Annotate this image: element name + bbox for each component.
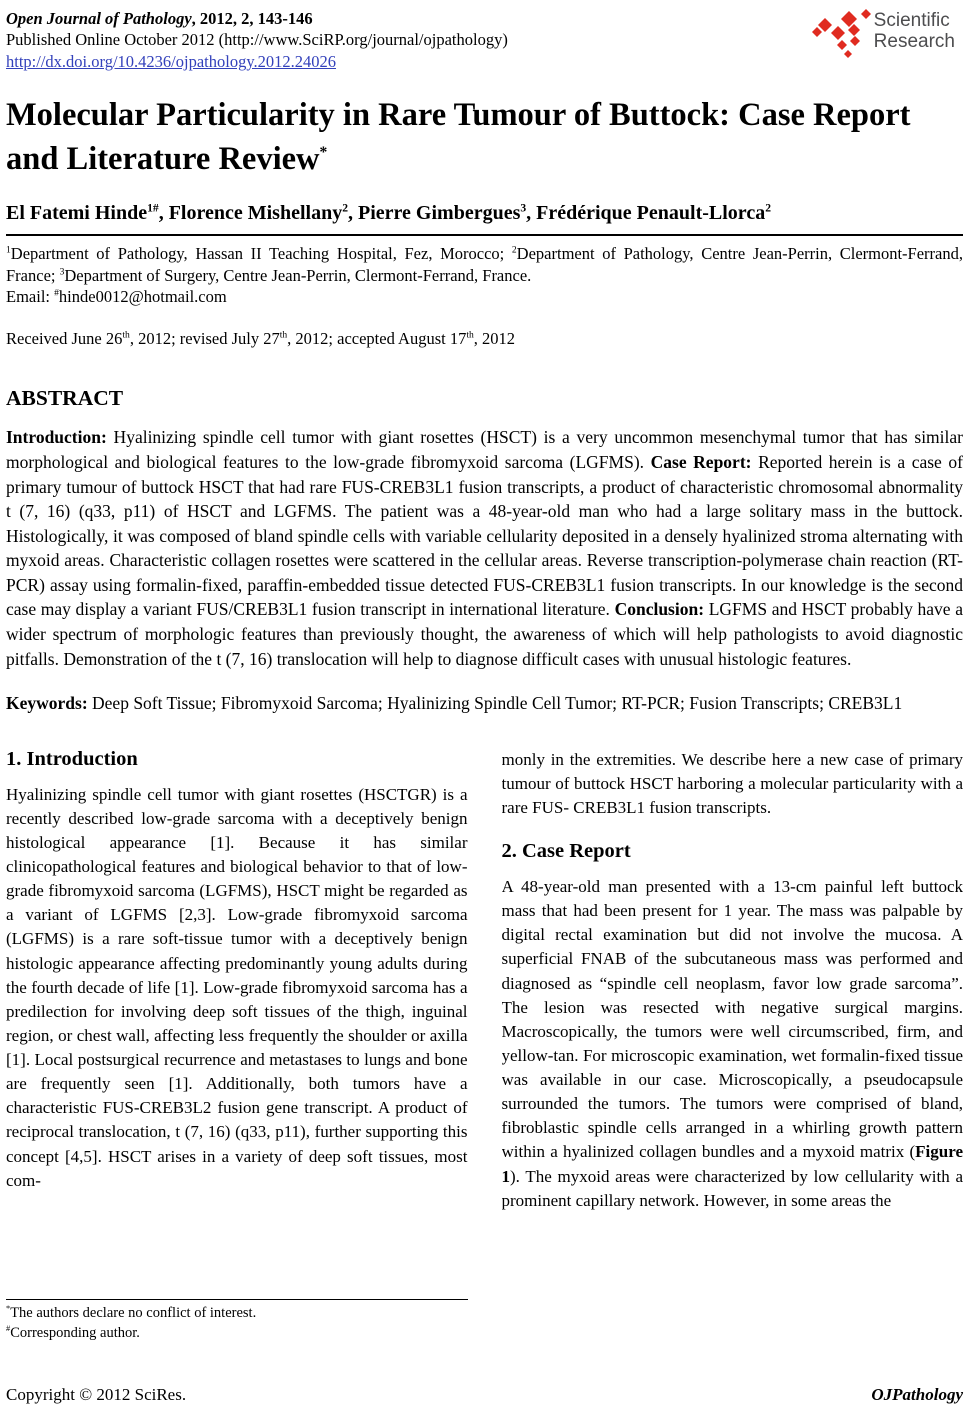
keywords-label: Keywords: <box>6 693 88 714</box>
author-affiliation-marker: 2 <box>765 201 771 215</box>
affiliation-text: Department of Pathology, Hassan II Teaching Hospital, Fez, Morocco; <box>10 244 512 264</box>
left-column <box>6 748 468 1348</box>
introduction-continuation: monly in the extremities. We describe here a new case of primary tumour of buttock HSCT harboring a molecular particularity with a rare FUS- CREB3L1 fusion transcripts. <box>501 749 963 817</box>
abstract-intro-text: Hyalinizing spindle cell tumor with giant rosettes (HSCT) is a very uncommon mesenchymal tumor that has similar morphological and biological features to the low-grade fibromyxoid sarcoma (LGFMS). <box>6 427 963 472</box>
journal-abbreviation: OJPathology <box>871 1385 963 1404</box>
copyright-notice: Copyright © 2012 SciRes. <box>6 1385 187 1404</box>
scientific-research-diamonds-icon <box>812 8 874 64</box>
footnote-divider <box>6 1299 468 1300</box>
introduction-heading: 1. Introduction <box>6 747 138 770</box>
email-address: hinde0012@hotmail.com <box>58 286 227 306</box>
scientific-research-logo <box>812 8 955 64</box>
case-report-heading: 2. Case Report <box>501 840 631 863</box>
right-column <box>502 748 964 1348</box>
author-affiliation-marker: 3 <box>520 201 527 215</box>
authors-divider <box>6 234 963 236</box>
affiliation-marker: 3 <box>59 266 65 277</box>
abstract-conclusion-text: LGFMS and HSCT probably have a wider spectrum of morphologic features than previously thought, the awareness of which will help pathologists to avoid diagnostic pitfalls. Demonstration of the t (7, 16) translocation will help to diagnose difficult cases with unusual histologic features. <box>6 599 963 669</box>
footnotes <box>6 1299 468 1348</box>
journal-info <box>6 8 508 72</box>
abstract-heading: ABSTRACT <box>6 386 124 411</box>
article-title-text: Molecular Particularity in Rare Tumour of Buttock: Case Report and Literature Review <box>6 97 911 178</box>
two-column-body <box>6 748 963 1348</box>
page-header <box>6 8 963 72</box>
keywords <box>6 691 963 716</box>
conflict-footnote: *The authors declare no conflict of interest. <box>6 1304 257 1322</box>
published-online-line: Published Online October 2012 (http://www.SciRP.org/journal/ojpathology) <box>6 30 508 50</box>
abstract-body <box>6 425 963 671</box>
affiliations <box>6 243 963 286</box>
author-affiliation-marker: 2 <box>342 201 348 215</box>
article-title <box>6 94 963 182</box>
journal-citation-line <box>6 8 508 29</box>
keywords-text: Deep Soft Tissue; Fibromyxoid Sarcoma; Hyalinizing Spindle Cell Tumor; RT-PCR; Fusion Transcripts; CREB3L1 <box>92 693 903 714</box>
email-label: Email: <box>6 286 55 306</box>
author-separator: , <box>158 202 169 225</box>
author-name: Florence Mishellany <box>168 202 343 225</box>
title-footnote-marker: * <box>319 144 328 162</box>
page-footer <box>6 1385 963 1405</box>
corresponding-footnote: #Corresponding author. <box>6 1324 140 1342</box>
case-report-body: A 48-year-old man presented with a 13-cm painful left buttock mass that had been present for 1 year. The mass was palpable by digital rectal examination but did not involve the mucosa. A superficial FNAB of the subcutaneous mass was performed and diagnosed as “spindle cell neoplasm, favor low grade sarcoma”. The lesion was resected with negative surgical margins. Macroscopically, the tumors were well circumscribed, firm, and yellow-tan. For microscopic examination, wet formalin-fixed tissue was available in our case. Microscopically, a pseudocapsule surrounded the tumors. The tumors were comprised of bland, fibroblastic spindle cells arranged in a whirling growth pattern within a hyalinized collagen bundles and a myxoid matrix (Figure 1). The myxoid areas were characterized by low cellularity with a prominent capillary network. However, in some areas the <box>501 877 963 1210</box>
journal-name: Open Journal of Pathology <box>6 9 192 28</box>
logo-wordmark <box>874 11 955 52</box>
abstract-conclusion-label: Conclusion: <box>614 599 705 620</box>
author-name: El Fatemi Hinde <box>6 202 148 225</box>
abstract-case-label: Case Report: <box>650 451 752 472</box>
logo-word-scientific: Scientific <box>873 10 950 31</box>
received-dates: Received June 26th, 2012; revised July 27th, 2012; accepted August 17th, 2012 <box>6 329 516 349</box>
corresponding-author-marker: # <box>54 287 59 299</box>
author-list <box>6 202 963 225</box>
author-separator: , <box>526 202 537 225</box>
email-line <box>6 286 963 307</box>
author-affiliation-marker: 1# <box>147 201 159 215</box>
author-name: Pierre Gimbergues <box>358 202 521 225</box>
introduction-body: Hyalinizing spindle cell tumor with giant rosettes (HSCTGR) is a recently described low-grade sarcoma with a deceptively benign histological appearance [1]. Because it has similar clinicopathological features and biological behavior to that of low-grade fibromyxoid sarcoma (LGFMS), HSCT might be regarded as a variant of LGFMS [2,3]. Low-grade fibromyxoid sarcoma (LGFMS) is a rare soft-tissue tumor with a deceptively benign histologic appearance affecting predominantly young adults during the fourth decade of life [1]. Low-grade fibromyxoid sarcoma has a predilection for involving deep soft tissues of the thigh, inguinal region, or chest wall, affecting less frequently the shoulder or axilla [1]. Local postsurgical recurrence and metastases to lungs and bone are frequently seen [1]. Additionally, both tumors have a characteristic FUS-CREB3L2 fusion gene transcript. A product of reciprocal translocation, t (7, 16) (q33, p11), further supporting this concept [4,5]. HSCT arises in a variety of deep soft tissues, most com- <box>6 784 468 1190</box>
figure-1-reference: Figure 1 <box>501 1142 963 1186</box>
abstract-case-text: Reported herein is a case of primary tumour of buttock HSCT that had rare FUS-CREB3L1 fusion transcripts, a product of characteristic chromosomal abnormality t (7, 16) (q33, p11) of HSCT and LGFMS. The patient was a 48-year-old man who had a large solitary mass in the buttock. Histologically, it was composed of bland spindle cells with variable cellularity deposited in a densely hyalinized stroma alternating with myxoid areas. Characteristic collagen rosettes were scattered in the cellular areas. Reverse transcription-polymerase chain reaction (RT-PCR) assay using formalin-fixed, paraffin-embedded tissue detected FUS-CREB3L1 fusion transcripts. In our knowledge is the second case may display a variant FUS/CREB3L1 fusion transcript in international literature. <box>6 451 963 620</box>
affiliation-text: Department of Pathology, Centre Jean-Perrin, Clermont-Ferrand, France; <box>6 244 963 285</box>
journal-issue: , 2012, 2, 143-146 <box>191 9 313 28</box>
doi-link[interactable]: http://dx.doi.org/10.4236/ojpathology.2012.24026 <box>6 51 336 71</box>
abstract-intro-label: Introduction: <box>6 427 107 448</box>
author-name: Frédérique Penault-Llorca <box>536 202 766 225</box>
affiliation-text: Department of Surgery, Centre Jean-Perrin, Clermont-Ferrand, France. <box>64 265 532 285</box>
author-separator: , <box>348 202 358 225</box>
affiliation-marker: 2 <box>511 244 517 256</box>
affiliation-marker: 1 <box>6 244 11 256</box>
logo-word-research: Research <box>873 30 955 52</box>
